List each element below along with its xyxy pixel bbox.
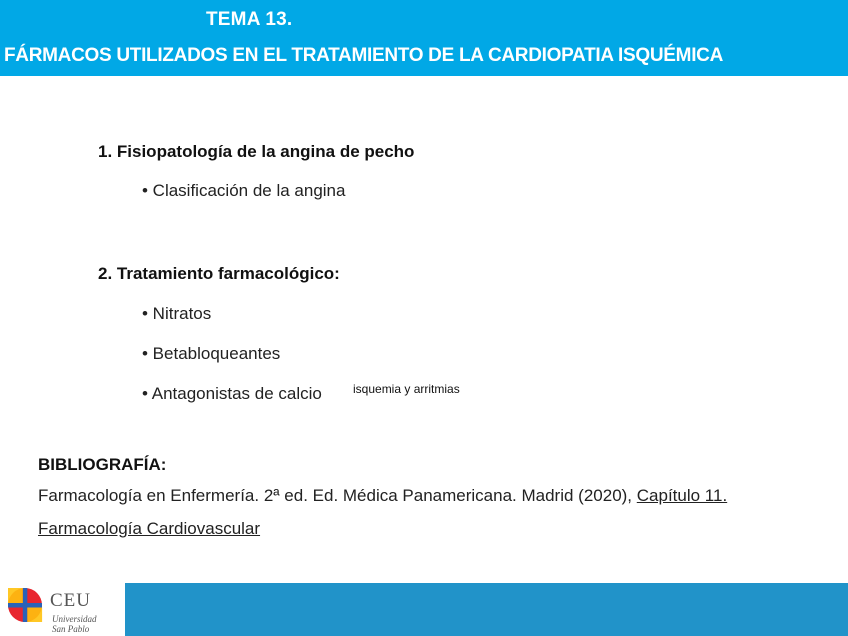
section-title-treatment: 2. Tratamiento farmacológico: — [98, 264, 340, 283]
topic-title: FÁRMACOS UTILIZADOS EN EL TRATAMIENTO DE LA CARDIOPATIA ISQUÉMICA — [4, 45, 724, 66]
chapter-link[interactable]: Capítulo 11. — [636, 486, 728, 505]
bullet-calcium-antagonists: • Antagonistas de calcio — [142, 384, 322, 403]
logo-name: CEU — [50, 590, 91, 611]
bibliography-heading: BIBLIOGRAFÍA: — [38, 455, 167, 474]
chapter-link-continued[interactable]: Farmacología Cardiovascular — [38, 519, 261, 538]
bullet-beta-blockers: • Betabloqueantes — [142, 344, 281, 363]
bullet-angina-classification: • Clasificación de la angina — [142, 181, 346, 200]
bibliography-text: Farmacología en Enfermería. 2ª ed. Ed. Médica Panamericana. Madrid (2020), — [38, 486, 637, 505]
topic-number: TEMA 13. — [206, 9, 293, 30]
logo-university: Universidad — [52, 614, 97, 624]
logo-university-name: San Pablo — [52, 624, 90, 634]
footer-bar — [125, 583, 848, 636]
section-title-pathophysiology: 1. Fisiopatología de la angina de pecho — [98, 142, 415, 161]
bibliography-entry — [38, 486, 727, 506]
header-banner — [0, 0, 848, 76]
bullet-nitrates: • Nitratos — [142, 304, 212, 323]
ischemia-note: isquemia y arritmias — [353, 382, 460, 396]
